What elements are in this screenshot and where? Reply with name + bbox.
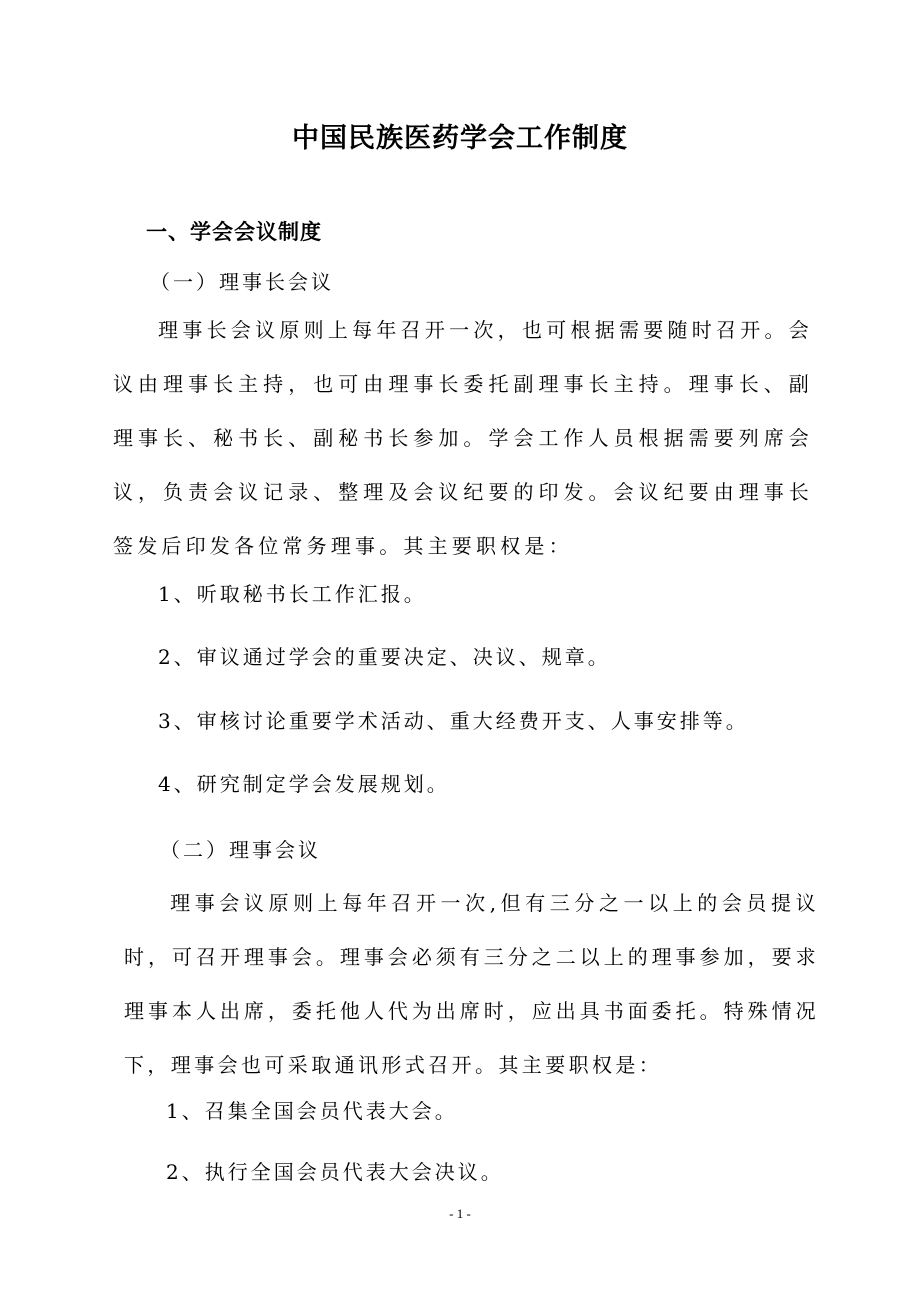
- section-heading: 一、学会会议制度: [146, 220, 322, 244]
- list-item: 2、执行全国会员代表大会决议。: [166, 1160, 504, 1184]
- list-item: 2、审议通过学会的重要决定、决议、规章。: [158, 645, 611, 669]
- paragraph-1-text: 理事长会议原则上每年召开一次，也可根据需要随时召开。会议由理事长主持，也可由理事长委托副理事长主持。理事长、副理事长、秘书长、副秘书长参加。学会工作人员根据需要列席会议，负责会议记录、整理及会议纪要的印发。会议纪要由理事长签发后印发各位常务理事。其主要职权是：: [113, 318, 813, 558]
- paragraph-2: [124, 876, 819, 1092]
- document-title: 中国民族医药学会工作制度: [292, 123, 628, 154]
- paragraph-1: [113, 303, 813, 573]
- subsection-heading-2: （二）理事会议: [160, 838, 321, 862]
- list-item: 3、审核讨论重要学术活动、重大经费开支、人事安排等。: [158, 709, 749, 733]
- paragraph-2-text: 理事会议原则上每年召开一次,但有三分之一以上的会员提议时，可召开理事会。理事会必须有三分之二以上的理事参加，要求理事本人出席，委托他人代为出席时，应出具书面委托。特殊情况下，理事会也可采取通讯形式召开。其主要职权是：: [124, 891, 819, 1077]
- subsection-heading-1: （一）理事长会议: [150, 270, 334, 294]
- page-number: - 1 -: [449, 1206, 471, 1221]
- list-item: 1、听取秘书长工作汇报。: [158, 582, 427, 606]
- list-item: 4、研究制定学会发展规划。: [158, 772, 450, 796]
- list-item: 1、召集全国会员代表大会。: [166, 1099, 458, 1123]
